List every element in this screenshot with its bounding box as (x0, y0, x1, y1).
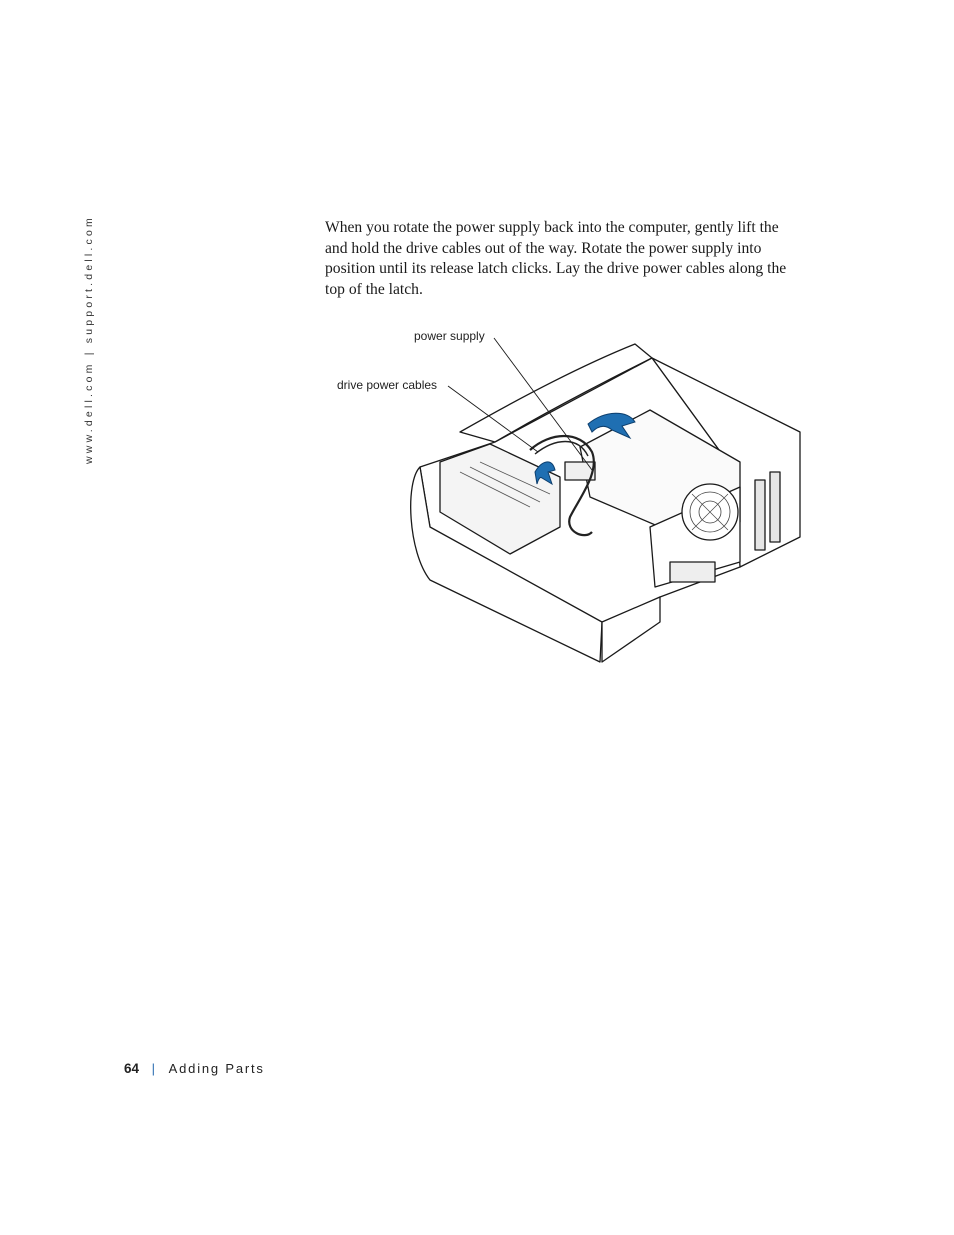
page-footer (124, 1061, 265, 1081)
side-url-running-head: www.dell.com | support.dell.com (83, 215, 95, 464)
callout-drive-power-cables: drive power cables (337, 378, 438, 392)
page-number: 64 (124, 1061, 140, 1076)
callout-power-supply: power supply (414, 329, 485, 343)
footer-section-title: Adding Parts (168, 1061, 265, 1076)
port-panel (670, 562, 715, 582)
power-supply-illustration (330, 322, 810, 667)
instruction-paragraph: When you rotate the power supply back into the computer, gently lift the and hold the drive cables out of the way. Rotate the power supply into position until its release latch clicks. Lay the drive power cables along the top of the latch. (325, 219, 787, 298)
footer-separator: | (151, 1061, 156, 1076)
